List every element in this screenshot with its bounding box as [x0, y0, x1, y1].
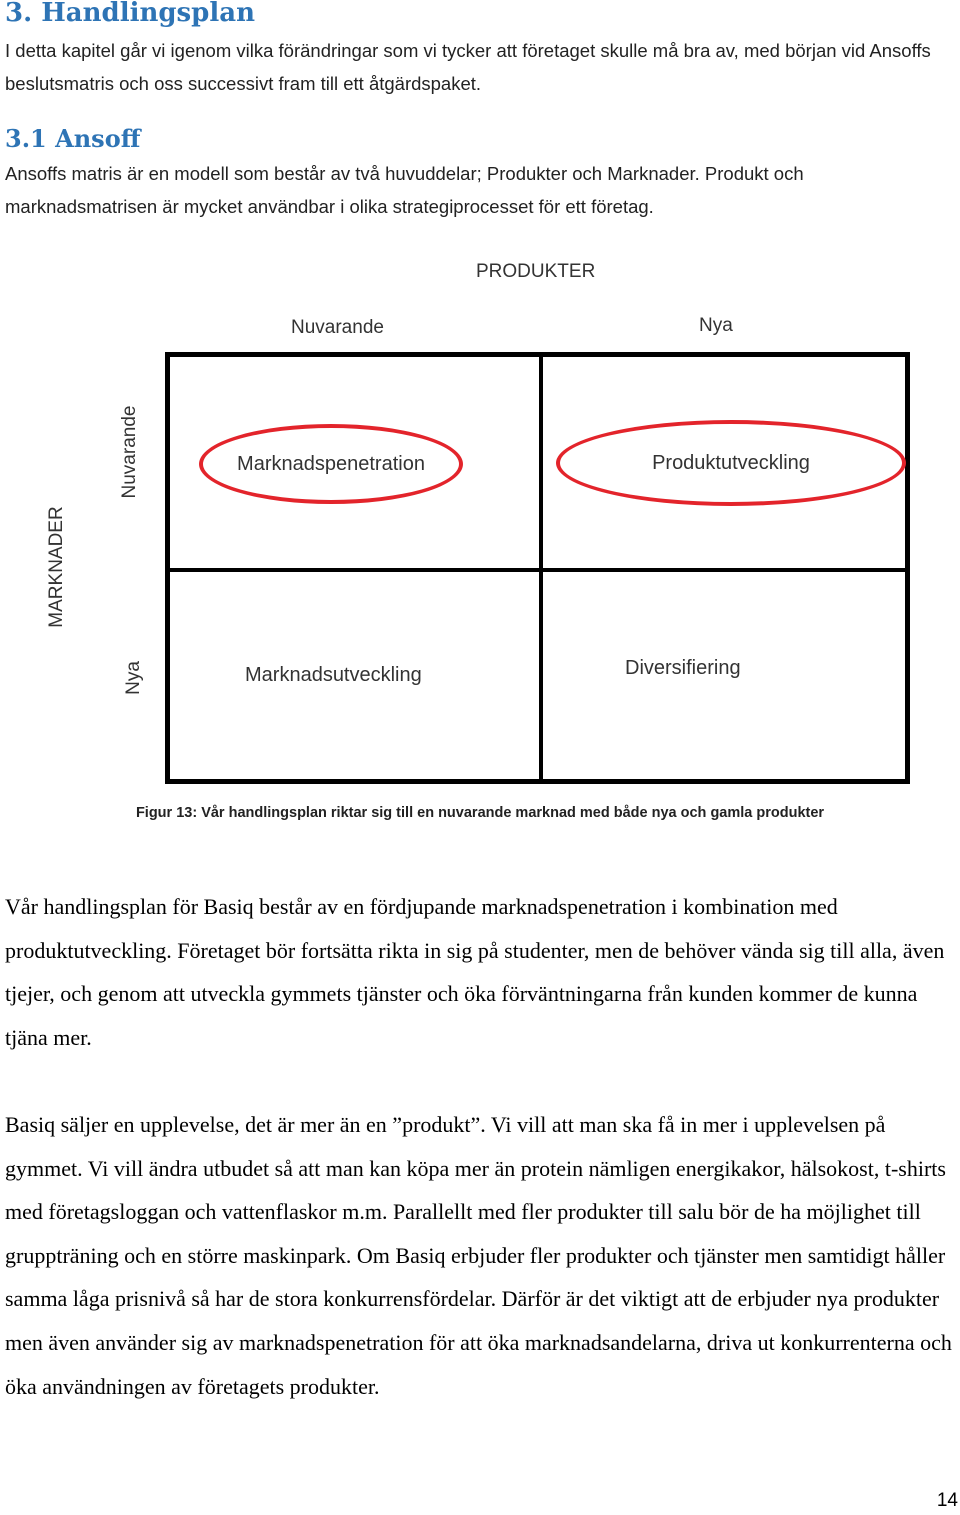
column-label-nya: Nya	[699, 315, 733, 336]
chapter-heading: 3. Handlingsplan	[5, 0, 255, 28]
ansoff-paragraph: Ansoffs matris är en modell som består av två huvuddelar; Produkter och Marknader. Produkt och marknadsmatrisen är mycket användbar i olika strategiprocesset för ett företag.	[5, 163, 804, 217]
row-label-nuvarande: Nuvarande	[119, 405, 140, 499]
cell-marknadspenetration: Marknadspenetration	[237, 452, 425, 475]
section-heading: 3.1 Ansoff	[5, 124, 141, 153]
intro-paragraph: I detta kapitel går vi igenom vilka förändringar som vi tycker att företaget skulle må bra av, med början vid Ansoffs beslutsmatris och oss successivt fram till ett åtgärdspaket.	[5, 40, 931, 94]
highlight-oval-marknadspenetration	[199, 424, 463, 504]
matrix-horizontal-divider	[170, 568, 905, 572]
page-number: 14	[936, 1490, 958, 1511]
cell-marknadsutveckling: Marknadsutveckling	[245, 664, 422, 686]
axis-label-produkter: PRODUKTER	[476, 261, 596, 282]
body-paragraph-1: Vår handlingsplan för Basiq består av en fördjupande marknadspenetration i kombination med produktutveckling. Företaget bör fortsätta rikta in sig på studenter, men de behöver vända sig till alla, även tjejer, och genom att utveckla gymmets tjänster och öka förväntningarna från kunden kommer de kunna tjäna mer.	[5, 894, 945, 1050]
matrix-grid	[165, 352, 910, 784]
body-paragraph-2: Basiq säljer en upplevelse, det är mer än en ”produkt”. Vi vill att man ska få in mer i upplevelsen på gymmet. Vi vill ändra utbudet så att man kan köpa mer än protein nämligen energikakor, hälsokost, t-shirts med företagsloggan och vattenflaskor m.m. Parallellt med fler produkter till salu bör de ha möjlighet till gruppträning och en större maskinpark. Om Basiq erbjuder fler produkter och tjänster men samtidigt håller samma låga prisnivå så har de stora konkurrensfördelar. Därför är det viktigt att de erbjuder nya produkter men även använder sig av marknadspenetration för att öka marknadsandelarna, driva ut konkurrenterna och öka användningen av företagets produkter.	[5, 1112, 952, 1399]
highlight-oval-produktutveckling	[556, 420, 906, 506]
figure-caption: Figur 13: Vår handlingsplan riktar sig till en nuvarande marknad med både nya och gamla produkter	[135, 805, 825, 821]
axis-label-marknader: MARKNADER	[46, 506, 67, 628]
cell-produktutveckling: Produktutveckling	[652, 451, 810, 474]
column-label-nuvarande: Nuvarande	[291, 317, 384, 338]
row-label-nya: Nya	[123, 661, 144, 695]
cell-diversifiering: Diversifiering	[625, 657, 741, 679]
